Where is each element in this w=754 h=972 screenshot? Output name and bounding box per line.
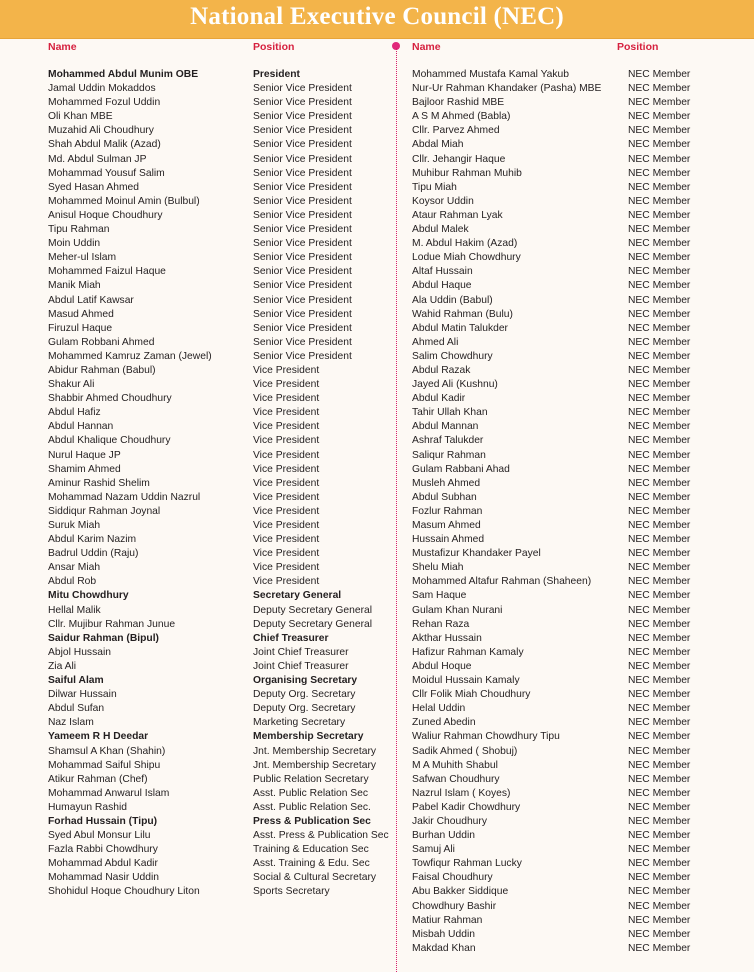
member-position: NEC Member xyxy=(628,407,691,419)
member-position: NEC Member xyxy=(628,562,691,574)
member-name: Badrul Uddin (Raju) xyxy=(48,548,139,560)
left-positions-column xyxy=(253,68,389,900)
member-name: Zia Ali xyxy=(48,660,77,672)
member-position: Chief Treasurer xyxy=(253,632,329,644)
member-name: Abdul Razak xyxy=(412,364,471,376)
member-name: Shamim Ahmed xyxy=(48,463,121,475)
member-name: Moidul Hussain Kamaly xyxy=(412,675,520,687)
member-position: NEC Member xyxy=(628,83,691,95)
member-position: Social & Cultural Secretary xyxy=(253,872,377,884)
member-position: NEC Member xyxy=(628,576,691,588)
member-name: Tipu Rahman xyxy=(48,224,110,236)
member-position: NEC Member xyxy=(628,463,691,475)
member-name: Ashraf Talukder xyxy=(412,435,484,447)
member-name: Sadik Ahmed ( Shobuj) xyxy=(412,745,518,757)
member-name: Chowdhury Bashir xyxy=(412,900,497,912)
member-name: Bajloor Rashid MBE xyxy=(412,97,505,109)
member-name: Abdul Karim Nazim xyxy=(48,534,137,546)
member-position: President xyxy=(253,69,300,80)
member-position: NEC Member xyxy=(628,900,691,912)
member-position: Vice President xyxy=(253,520,320,531)
member-name: Nurul Haque JP xyxy=(48,449,121,461)
member-position: Asst. Public Relation Sec xyxy=(253,787,369,799)
member-position: Vice President xyxy=(253,463,320,475)
member-position: Vice President xyxy=(253,435,320,447)
member-name: Firuzul Haque xyxy=(48,322,113,334)
member-position: Senior Vice President xyxy=(253,125,352,137)
member-name: Hellal Malik xyxy=(48,604,101,616)
member-name: Akthar Hussain xyxy=(412,632,482,644)
member-position: Membership Secretary xyxy=(253,731,364,743)
member-name: Shamsul A Khan (Shahin) xyxy=(48,745,166,757)
member-position: NEC Member xyxy=(628,477,691,489)
member-name: Mohammed Faizul Haque xyxy=(48,266,166,278)
member-name: Abdul Rob xyxy=(48,576,97,588)
member-name: Mitu Chowdhury xyxy=(48,590,129,602)
member-position: NEC Member xyxy=(628,252,691,264)
member-position: NEC Member xyxy=(628,322,691,334)
member-position: NEC Member xyxy=(628,153,691,165)
member-name: Dilwar Hussain xyxy=(48,689,117,701)
member-position: Asst. Public Relation Sec. xyxy=(253,801,371,813)
member-name: Md. Abdul Sulman JP xyxy=(48,153,147,165)
member-name: Faisal Choudhury xyxy=(412,872,493,884)
member-position: NEC Member xyxy=(628,815,691,827)
member-position: NEC Member xyxy=(628,238,691,250)
member-name: Safwan Choudhury xyxy=(412,773,500,785)
member-position: Vice President xyxy=(253,393,320,405)
member-name: Rehan Raza xyxy=(412,618,470,630)
member-name: Tipu Miah xyxy=(412,181,457,193)
member-name: Naz Islam xyxy=(48,717,94,729)
member-position: NEC Member xyxy=(628,449,691,461)
member-position: Senior Vice President xyxy=(253,308,352,320)
left-position-header: Position xyxy=(253,41,295,53)
member-name: Saliqur Rahman xyxy=(412,449,486,461)
member-name: Suruk Miah xyxy=(48,520,101,531)
member-position: Jnt. Membership Secretary xyxy=(253,745,377,757)
member-position: Senior Vice President xyxy=(253,266,352,278)
member-name: Abdul Hannan xyxy=(48,421,114,433)
member-name: Towfiqur Rahman Lucky xyxy=(412,858,522,870)
member-name: Masum Ahmed xyxy=(412,520,481,531)
member-position: Vice President xyxy=(253,379,320,391)
member-position: NEC Member xyxy=(628,604,691,616)
member-name: Gulam Robbani Ahmed xyxy=(48,336,155,348)
member-position: NEC Member xyxy=(628,942,691,954)
member-name: Jayed Ali (Kushnu) xyxy=(412,379,498,391)
member-position: Senior Vice President xyxy=(253,181,352,193)
member-name: Fozlur Rahman xyxy=(412,505,483,517)
member-name: Muhibur Rahman Muhib xyxy=(412,167,522,179)
member-position: Senior Vice President xyxy=(253,224,352,236)
member-position: NEC Member xyxy=(628,125,691,137)
member-name: Abdul Latif Kawsar xyxy=(48,294,134,306)
member-name: Koysor Uddin xyxy=(412,195,474,207)
member-position: NEC Member xyxy=(628,590,691,602)
member-position: NEC Member xyxy=(628,181,691,193)
member-name: Cllr. Mujibur Rahman Junue xyxy=(48,618,176,630)
member-name: Matiur Rahman xyxy=(412,914,483,926)
member-position: NEC Member xyxy=(628,618,691,630)
member-position: NEC Member xyxy=(628,97,691,109)
member-position: NEC Member xyxy=(628,914,691,926)
member-name: Saiful Alam xyxy=(48,675,104,687)
member-name: Mohammed Moinul Amin (Bulbul) xyxy=(48,195,200,207)
member-name: Abdul Hafiz xyxy=(48,407,101,419)
member-name: Nazrul Islam ( Koyes) xyxy=(412,787,511,799)
member-name: Syed Hasan Ahmed xyxy=(48,181,140,193)
member-name: Siddiqur Rahman Joynal xyxy=(48,505,161,517)
member-name: Fazla Rabbi Chowdhury xyxy=(48,844,158,856)
member-position: Jnt. Membership Secretary xyxy=(253,759,377,771)
member-name: Ataur Rahman Lyak xyxy=(412,209,503,221)
member-name: Misbah Uddin xyxy=(412,928,475,940)
member-name: Mohammed Fozul Uddin xyxy=(48,97,161,109)
member-name: Mohammed Kamruz Zaman (Jewel) xyxy=(48,350,212,362)
member-position: NEC Member xyxy=(628,336,691,348)
member-position: NEC Member xyxy=(628,224,691,236)
member-name: Helal Uddin xyxy=(412,703,466,715)
member-position: NEC Member xyxy=(628,167,691,179)
member-position: NEC Member xyxy=(628,858,691,870)
member-name: Shohidul Hoque Choudhury Liton xyxy=(48,886,200,898)
member-position: NEC Member xyxy=(628,520,691,531)
member-name: Mustafizur Khandaker Payel xyxy=(412,548,541,560)
member-name: Mohammad Nasir Uddin xyxy=(48,872,160,884)
member-name: Makdad Khan xyxy=(412,942,476,954)
member-name: Pabel Kadir Chowdhury xyxy=(412,801,521,813)
member-name: Cllr. Jehangir Haque xyxy=(412,153,506,165)
member-position: Senior Vice President xyxy=(253,350,352,362)
member-name: Mohammad Nazam Uddin Nazrul xyxy=(48,491,201,503)
member-position: NEC Member xyxy=(628,773,691,785)
member-position: NEC Member xyxy=(628,280,691,292)
member-name: Yameem R H Deedar xyxy=(48,731,149,743)
member-position: Vice President xyxy=(253,505,320,517)
member-position: Organising Secretary xyxy=(253,675,358,687)
member-name: Abdul Subhan xyxy=(412,491,477,503)
member-position: Sports Secretary xyxy=(253,886,330,898)
member-name: Abdul Khalique Choudhury xyxy=(48,435,171,447)
member-name: Abu Bakker Siddique xyxy=(412,886,509,898)
member-position: Senior Vice President xyxy=(253,97,352,109)
member-name: Anisul Hoque Choudhury xyxy=(48,209,163,221)
member-position: NEC Member xyxy=(628,801,691,813)
left-names-column xyxy=(48,68,212,900)
member-name: Mohammed Mustafa Kamal Yakub xyxy=(412,69,570,80)
member-name: Mohammad Yousuf Salim xyxy=(48,167,165,179)
member-position: Vice President xyxy=(253,421,320,433)
member-position: NEC Member xyxy=(628,928,691,940)
member-name: Manik Miah xyxy=(48,280,101,292)
member-name: Oli Khan MBE xyxy=(48,111,113,123)
member-name: M A Muhith Shabul xyxy=(412,759,498,771)
member-position: Deputy Org. Secretary xyxy=(253,703,356,715)
member-name: Shabbir Ahmed Choudhury xyxy=(48,393,172,405)
member-name: Cllr Folik Miah Choudhury xyxy=(412,689,531,701)
member-name: Saidur Rahman (Bipul) xyxy=(48,632,159,644)
member-name: Hafizur Rahman Kamaly xyxy=(412,646,524,658)
member-position: NEC Member xyxy=(628,886,691,898)
member-position: NEC Member xyxy=(628,787,691,799)
member-name: Tahir Ullah Khan xyxy=(412,407,488,419)
member-position: NEC Member xyxy=(628,435,691,447)
member-name: Abdul Malek xyxy=(412,224,469,236)
right-position-header: Position xyxy=(617,41,659,53)
member-name: Lodue Miah Chowdhury xyxy=(412,252,521,264)
right-name-header: Name xyxy=(412,41,441,53)
member-position: NEC Member xyxy=(628,195,691,207)
member-position: NEC Member xyxy=(628,689,691,701)
member-position: Senior Vice President xyxy=(253,280,352,292)
member-position: Vice President xyxy=(253,407,320,419)
member-position: NEC Member xyxy=(628,111,691,123)
member-name: Atikur Rahman (Chef) xyxy=(48,773,148,785)
title-banner xyxy=(0,0,754,39)
member-position: Senior Vice President xyxy=(253,336,352,348)
member-position: Vice President xyxy=(253,491,320,503)
member-name: Mohammad Abdul Kadir xyxy=(48,858,158,870)
member-position: NEC Member xyxy=(628,139,691,151)
member-name: Syed Abul Monsur Lilu xyxy=(48,830,151,842)
member-name: M. Abdul Hakim (Azad) xyxy=(412,238,518,250)
member-position: Marketing Secretary xyxy=(253,717,346,729)
member-position: NEC Member xyxy=(628,393,691,405)
member-position: NEC Member xyxy=(628,266,691,278)
member-name: Forhad Hussain (Tipu) xyxy=(48,815,158,827)
member-name: Samuj Ali xyxy=(412,844,455,856)
member-position: Senior Vice President xyxy=(253,252,352,264)
member-position: NEC Member xyxy=(628,548,691,560)
member-position: Senior Vice President xyxy=(253,83,352,95)
member-position: Deputy Secretary General xyxy=(253,604,373,616)
member-position: NEC Member xyxy=(628,534,691,546)
member-position: NEC Member xyxy=(628,703,691,715)
member-name: Ahmed Ali xyxy=(412,336,459,348)
member-name: Mohammed Altafur Rahman (Shaheen) xyxy=(412,576,592,588)
member-position: Joint Chief Treasurer xyxy=(253,660,349,672)
member-name: A S M Ahmed (Babla) xyxy=(412,111,511,123)
member-name: Humayun Rashid xyxy=(48,801,127,813)
member-position: NEC Member xyxy=(628,69,691,80)
member-position: Secretary General xyxy=(253,590,342,602)
member-position: Vice President xyxy=(253,534,320,546)
member-position: NEC Member xyxy=(628,717,691,729)
member-position: Public Relation Secretary xyxy=(253,773,369,785)
member-name: Meher-ul Islam xyxy=(48,252,117,264)
member-name: Moin Uddin xyxy=(48,238,101,250)
member-name: Masud Ahmed xyxy=(48,308,114,320)
member-position: NEC Member xyxy=(628,505,691,517)
member-position: NEC Member xyxy=(628,731,691,743)
member-position: Vice President xyxy=(253,576,320,588)
member-position: Senior Vice President xyxy=(253,238,352,250)
column-divider xyxy=(396,48,397,972)
member-position: NEC Member xyxy=(628,745,691,757)
member-name: Musleh Ahmed xyxy=(412,477,481,489)
member-name: Shakur Ali xyxy=(48,379,95,391)
left-name-header: Name xyxy=(48,41,77,53)
member-name: Ansar Miah xyxy=(48,562,101,574)
member-name: Gulam Khan Nurani xyxy=(412,604,503,616)
member-position: Senior Vice President xyxy=(253,111,352,123)
member-name: Burhan Uddin xyxy=(412,830,475,842)
member-name: Abdul Kadir xyxy=(412,393,466,405)
member-name: Abdul Sufan xyxy=(48,703,105,715)
member-name: Abdal Miah xyxy=(412,139,464,151)
member-position: Training & Education Sec xyxy=(253,844,369,856)
member-name: Jakir Choudhury xyxy=(412,815,487,827)
member-position: Senior Vice President xyxy=(253,195,352,207)
member-name: Waliur Rahman Chowdhury Tipu xyxy=(412,731,560,743)
member-position: NEC Member xyxy=(628,872,691,884)
member-name: Aminur Rashid Shelim xyxy=(48,477,150,489)
member-position: Vice President xyxy=(253,449,320,461)
member-name: Salim Chowdhury xyxy=(412,350,493,362)
member-position: NEC Member xyxy=(628,646,691,658)
member-name: Jamal Uddin Mokaddos xyxy=(48,83,156,95)
member-position: Vice President xyxy=(253,364,320,376)
member-position: NEC Member xyxy=(628,759,691,771)
member-name: Altaf Hussain xyxy=(412,266,473,278)
member-name: Sam Haque xyxy=(412,590,467,602)
right-positions-column xyxy=(628,68,690,956)
member-position: Asst. Training & Edu. Sec xyxy=(253,858,370,870)
member-name: Mohammad Saiful Shipu xyxy=(48,759,161,771)
page-title: National Executive Council (NEC) xyxy=(190,3,564,30)
member-position: NEC Member xyxy=(628,308,691,320)
member-name: Muzahid Ali Choudhury xyxy=(48,125,154,137)
member-position: Senior Vice President xyxy=(253,322,352,334)
member-position: NEC Member xyxy=(628,294,691,306)
member-position: Vice President xyxy=(253,477,320,489)
member-position: Deputy Org. Secretary xyxy=(253,689,356,701)
member-position: Senior Vice President xyxy=(253,209,352,221)
member-position: NEC Member xyxy=(628,632,691,644)
member-position: NEC Member xyxy=(628,675,691,687)
member-position: Senior Vice President xyxy=(253,167,352,179)
member-name: Nur-Ur Rahman Khandaker (Pasha) MBE xyxy=(412,83,602,95)
member-name: Zuned Abedin xyxy=(412,717,476,729)
member-name: Hussain Ahmed xyxy=(412,534,485,546)
member-position: NEC Member xyxy=(628,350,691,362)
member-position: Joint Chief Treasurer xyxy=(253,646,349,658)
member-name: Abjol Hussain xyxy=(48,646,111,658)
member-position: Vice President xyxy=(253,562,320,574)
member-name: Cllr. Parvez Ahmed xyxy=(412,125,500,137)
member-name: Abdul Haque xyxy=(412,280,472,292)
member-name: Mohammad Anwarul Islam xyxy=(48,787,170,799)
member-position: Senior Vice President xyxy=(253,139,352,151)
member-name: Abdul Mannan xyxy=(412,421,479,433)
member-name: Abidur Rahman (Babul) xyxy=(48,364,156,376)
member-position: NEC Member xyxy=(628,491,691,503)
member-position: NEC Member xyxy=(628,830,691,842)
member-position: Asst. Press & Publication Sec xyxy=(253,830,389,842)
member-position: NEC Member xyxy=(628,379,691,391)
member-name: Mohammed Abdul Munim OBE xyxy=(48,69,199,80)
member-position: NEC Member xyxy=(628,844,691,856)
member-name: Shelu Miah xyxy=(412,562,464,574)
member-position: Senior Vice President xyxy=(253,153,352,165)
member-name: Wahid Rahman (Bulu) xyxy=(412,308,513,320)
member-name: Abdul Matin Talukder xyxy=(412,322,508,334)
member-name: Shah Abdul Malik (Azad) xyxy=(48,139,161,151)
member-position: NEC Member xyxy=(628,660,691,672)
member-name: Ala Uddin (Babul) xyxy=(412,294,493,306)
right-names-column xyxy=(412,68,601,956)
member-position: Senior Vice President xyxy=(253,294,352,306)
member-position: NEC Member xyxy=(628,364,691,376)
member-position: Vice President xyxy=(253,548,320,560)
member-name: Abdul Hoque xyxy=(412,660,472,672)
member-position: Deputy Secretary General xyxy=(253,618,373,630)
member-position: Press & Publication Sec xyxy=(253,815,371,827)
member-position: NEC Member xyxy=(628,421,691,433)
member-name: Gulam Rabbani Ahad xyxy=(412,463,510,475)
member-position: NEC Member xyxy=(628,209,691,221)
